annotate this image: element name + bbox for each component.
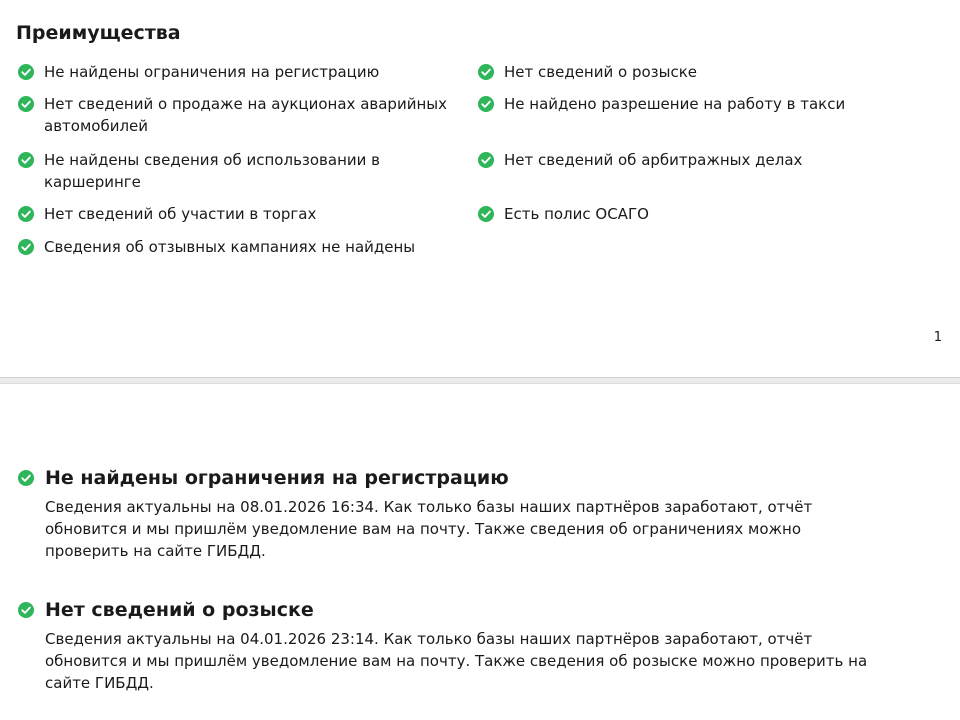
check-circle-icon — [478, 96, 494, 112]
check-circle-icon — [478, 206, 494, 222]
check-circle-icon — [18, 602, 34, 618]
check-circle-icon — [18, 64, 34, 80]
detail-title: Не найдены ограничения на регистрацию — [45, 467, 509, 489]
advantage-text: Не найдены ограничения на регистрацию — [44, 63, 380, 81]
advantage-item — [18, 149, 388, 193]
advantage-text: Не найдено разрешение на работу в такси — [504, 95, 846, 113]
detail-body: Сведения актуальны на 04.01.2026 23:14. Как только базы наших партнёров заработают, отчёт обновится и мы пришлём уведомление вам на почту. Также сведения об розыске можно проверить на сайте ГИБДД. — [45, 630, 868, 692]
advantage-text: Нет сведений о продаже на аукционах аварийных автомобилей — [44, 95, 447, 135]
advantage-item — [478, 149, 918, 171]
page-separator — [0, 377, 960, 384]
advantage-text: Есть полис ОСАГО — [504, 205, 649, 223]
advantage-text: Нет сведений об арбитражных делах — [504, 151, 803, 169]
advantage-item — [18, 203, 458, 225]
advantage-text: Сведения об отзывных кампаниях не найдены — [44, 238, 416, 256]
advantage-item — [478, 61, 918, 83]
advantage-item — [18, 61, 458, 83]
advantages-title: Преимущества — [16, 22, 181, 44]
advantage-text: Не найдены сведения об использовании в каршеринге — [44, 151, 381, 191]
detail-header — [18, 464, 918, 492]
detail-body: Сведения актуальны на 08.01.2026 16:34. Как только базы наших партнёров заработают, отчёт обновится и мы пришлём уведомление вам на почту. Также сведения об ограничениях можно проверить на сайте ГИБДД. — [45, 498, 813, 560]
detail-title: Нет сведений о розыске — [45, 599, 314, 621]
advantage-text: Нет сведений об участии в торгах — [44, 205, 317, 223]
detail-header — [18, 596, 918, 624]
advantage-item — [478, 203, 918, 225]
detail-section-wanted — [18, 596, 918, 694]
check-circle-icon — [18, 470, 34, 486]
report-page-2 — [0, 384, 960, 720]
check-circle-icon — [18, 206, 34, 222]
detail-section-registration — [18, 464, 918, 562]
check-circle-icon — [18, 239, 34, 255]
advantage-item — [18, 236, 458, 258]
advantage-text: Нет сведений о розыске — [504, 63, 698, 81]
advantage-item — [478, 93, 918, 115]
advantage-item — [18, 93, 458, 137]
page-number: 1 — [933, 330, 942, 345]
check-circle-icon — [18, 96, 34, 112]
check-circle-icon — [478, 152, 494, 168]
check-circle-icon — [18, 152, 34, 168]
check-circle-icon — [478, 64, 494, 80]
